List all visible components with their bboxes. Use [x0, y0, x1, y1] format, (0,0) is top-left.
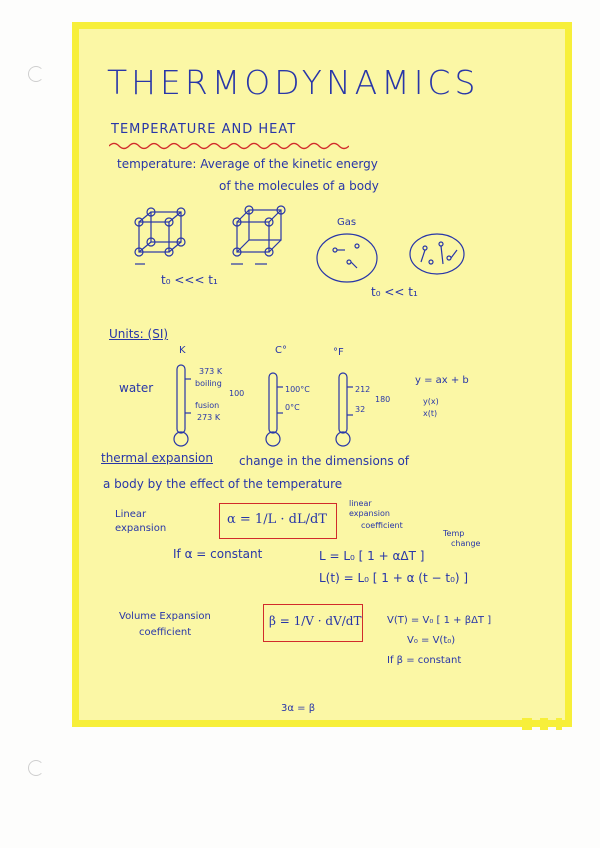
alpha-note-3: coefficient	[361, 521, 403, 530]
fahrenheit-top: 212	[355, 385, 371, 394]
punch-hole	[28, 66, 44, 82]
highlight-fragment	[556, 718, 562, 730]
alpha-formula: α = 1/L · dL/dT	[227, 512, 327, 527]
beta-formula: β = 1/V · dV/dT	[269, 614, 362, 628]
unit-fahrenheit: °F	[333, 347, 344, 358]
volume-equation-1: V(T) = V₀ [ 1 + βΔT ]	[387, 615, 492, 626]
thermal-expansion-term: thermal expansion	[101, 451, 213, 465]
length-equation-2: L(t) = L₀ [ 1 + α (t − t₀) ]	[319, 571, 469, 585]
highlight-fragment	[522, 718, 532, 730]
alpha-note-1: linear	[349, 499, 372, 508]
alpha-beta-relation: 3α = β	[281, 703, 316, 714]
fahrenheit-span: 180	[375, 395, 391, 404]
length-equation-1: L = L₀ [ 1 + αΔT ]	[319, 549, 425, 563]
if-beta-constant: If β = constant	[387, 655, 462, 666]
section-heading: TEMPERATURE AND HEAT	[111, 122, 297, 137]
unit-kelvin: K	[179, 345, 186, 356]
solid-temperature-relation: t₀ <<< t₁	[161, 273, 218, 287]
volume-expansion-label-2: coefficient	[139, 627, 192, 638]
linear-expansion-label-2: expansion	[115, 523, 167, 534]
kelvin-fusion: fusion	[195, 401, 220, 410]
kelvin-bottom: 273 K	[197, 413, 221, 422]
highlight-fragment	[540, 718, 548, 730]
celsius-bottom: 0°C	[285, 403, 300, 412]
fahrenheit-bottom: 32	[355, 405, 366, 414]
thermal-expansion-definition-2: a body by the effect of the temperature	[103, 477, 343, 491]
gas-molecules-sketch	[317, 232, 477, 292]
units-heading: Units: (SI)	[109, 327, 169, 341]
temperature-definition-2: of the molecules of a body	[219, 179, 379, 193]
alpha-note-2: expansion	[349, 509, 390, 518]
volume-equation-2: V₀ = V(t₀)	[407, 635, 456, 646]
solid-lattice-sketch	[127, 204, 327, 274]
linear-y: y(x)	[423, 397, 439, 406]
gas-temperature-relation: t₀ << t₁	[371, 285, 418, 299]
kelvin-span: 100	[229, 389, 245, 398]
celsius-top: 100°C	[285, 385, 310, 394]
gas-label: Gas	[337, 217, 357, 228]
linear-x: x(t)	[423, 409, 438, 418]
linear-equation: y = ax + b	[415, 375, 469, 386]
kelvin-boiling: boiling	[195, 379, 222, 388]
thermal-expansion-definition-1: change in the dimensions of	[239, 454, 410, 468]
unit-celsius: C°	[275, 345, 287, 356]
punch-hole	[28, 760, 44, 776]
page-title: THERMODYNAMICS	[107, 63, 480, 102]
temp-change-note-2: change	[451, 539, 481, 548]
volume-expansion-label-1: Volume Expansion	[119, 611, 211, 622]
temp-change-note-1: Temp	[443, 529, 465, 538]
wavy-underline	[109, 141, 349, 151]
kelvin-top: 373 K	[199, 367, 223, 376]
linear-expansion-label-1: Linear	[115, 509, 147, 520]
water-label: water	[119, 381, 154, 395]
if-alpha-constant: If α = constant	[173, 547, 263, 561]
notebook-sheet	[72, 22, 572, 727]
temperature-definition-1: temperature: Average of the kinetic energy	[117, 157, 378, 171]
